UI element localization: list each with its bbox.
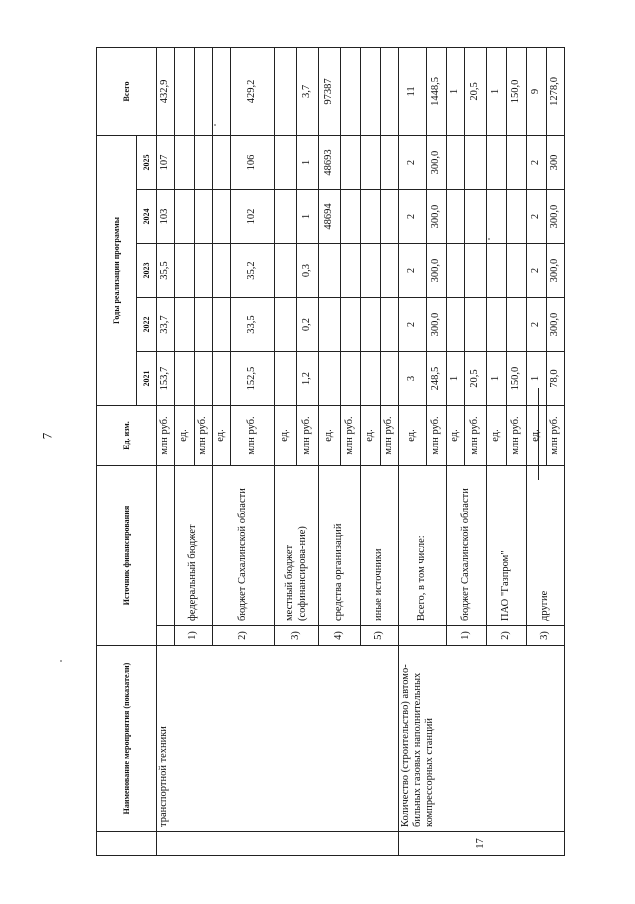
unit-cell: ед.	[527, 406, 547, 466]
year-value-cell: 300,0	[547, 244, 565, 298]
year-value-cell	[213, 190, 231, 244]
year-value-cell	[175, 352, 195, 406]
year-value-cell	[381, 244, 399, 298]
year-value-cell	[507, 244, 527, 298]
year-value-cell	[195, 190, 213, 244]
year-value-cell: 2	[527, 190, 547, 244]
unit-cell: ед.	[361, 406, 381, 466]
total-value-cell	[213, 47, 231, 135]
total-value-cell: 1278,0	[547, 47, 565, 135]
year-value-cell	[465, 135, 487, 189]
year-value-cell	[275, 190, 297, 244]
year-value-cell	[361, 298, 381, 352]
year-value-cell	[175, 244, 195, 298]
source-name-cell: другие	[527, 466, 565, 626]
year-value-cell: 2	[399, 135, 427, 189]
year-value-cell	[361, 352, 381, 406]
total-value-cell: 150,0	[507, 47, 527, 135]
year-value-cell: 300,0	[427, 190, 447, 244]
total-value-cell: 1448,5	[427, 47, 447, 135]
source-number-cell	[157, 626, 175, 646]
year-value-cell	[381, 135, 399, 189]
unit-cell: ед.	[275, 406, 297, 466]
total-value-cell: 432,9	[157, 47, 175, 135]
year-value-cell	[465, 190, 487, 244]
source-number-cell: 1)	[175, 626, 213, 646]
source-name-cell: средства организаций	[319, 466, 361, 626]
header-year: 2023	[137, 244, 157, 298]
year-value-cell: 1	[487, 352, 507, 406]
year-value-cell	[447, 135, 465, 189]
year-value-cell: 3	[399, 352, 427, 406]
unit-cell: млн руб.	[195, 406, 213, 466]
year-value-cell	[213, 352, 231, 406]
year-value-cell: 2	[527, 298, 547, 352]
source-number-cell: 1)	[447, 626, 487, 646]
measure-name-cell: транспортной техники	[157, 646, 399, 832]
total-value-cell	[195, 47, 213, 135]
year-value-cell: 152,5	[231, 352, 275, 406]
year-value-cell	[507, 298, 527, 352]
year-value-cell	[275, 244, 297, 298]
year-value-cell: 106	[231, 135, 275, 189]
year-value-cell	[381, 352, 399, 406]
source-number-cell: 2)	[487, 626, 527, 646]
year-value-cell: 300	[547, 135, 565, 189]
unit-cell: млн руб.	[427, 406, 447, 466]
total-value-cell: 97387	[319, 47, 341, 135]
rotated-table-container	[96, 48, 561, 856]
year-value-cell: 78,0	[547, 352, 565, 406]
source-name-cell: иные источники	[361, 466, 399, 626]
year-value-cell	[381, 190, 399, 244]
year-value-cell	[341, 244, 361, 298]
year-value-cell: 103	[157, 190, 175, 244]
year-value-cell: 0,2	[297, 298, 319, 352]
total-value-cell: 9	[527, 47, 547, 135]
header-source: Источник финансирования	[97, 466, 157, 646]
total-value-cell	[275, 47, 297, 135]
year-value-cell	[465, 244, 487, 298]
header-row-no	[97, 832, 157, 856]
year-value-cell: 33,5	[231, 298, 275, 352]
unit-cell: ед.	[213, 406, 231, 466]
table-row	[399, 47, 427, 855]
row-number-cell: 17	[399, 832, 565, 856]
source-number-cell: 2)	[213, 626, 275, 646]
year-value-cell: 48693	[319, 135, 341, 189]
year-value-cell: 1	[527, 352, 547, 406]
year-value-cell	[195, 298, 213, 352]
year-value-cell: 300,0	[547, 190, 565, 244]
total-value-cell: 1	[447, 47, 465, 135]
year-value-cell	[195, 244, 213, 298]
total-value-cell: 3,7	[297, 47, 319, 135]
source-name-cell: местный бюджет (софинансирова-ние)	[275, 466, 319, 626]
year-value-cell: 35,5	[157, 244, 175, 298]
year-value-cell	[213, 298, 231, 352]
source-number-cell: 5)	[361, 626, 399, 646]
table-body	[157, 47, 565, 855]
year-value-cell	[175, 190, 195, 244]
page-number: 7	[39, 432, 55, 440]
unit-cell: млн руб.	[547, 406, 565, 466]
source-name-cell: ПАО "Газпром"	[487, 466, 527, 626]
header-years-group: Годы реализации программы	[97, 135, 137, 405]
header-year: 2021	[137, 352, 157, 406]
year-value-cell: 2	[527, 135, 547, 189]
year-value-cell	[195, 135, 213, 189]
year-value-cell	[487, 298, 507, 352]
total-value-cell	[175, 47, 195, 135]
year-value-cell: 35,2	[231, 244, 275, 298]
year-value-cell: 300,0	[427, 135, 447, 189]
header-unit: Ед. изм.	[97, 406, 157, 466]
year-value-cell	[319, 244, 341, 298]
total-value-cell: 1	[487, 47, 507, 135]
unit-cell: млн руб.	[297, 406, 319, 466]
total-value-cell	[341, 47, 361, 135]
financing-table	[96, 47, 565, 856]
year-value-cell: 300,0	[427, 244, 447, 298]
header-name: Наименование мероприятия (показатели)	[97, 646, 157, 832]
year-value-cell: 153,7	[157, 352, 175, 406]
year-value-cell: 102	[231, 190, 275, 244]
unit-cell: млн руб.	[231, 406, 275, 466]
year-value-cell: 48694	[319, 190, 341, 244]
year-value-cell	[487, 244, 507, 298]
header-total: Всего	[97, 47, 157, 135]
year-value-cell: 150,0	[507, 352, 527, 406]
year-value-cell	[447, 190, 465, 244]
header-year: 2025	[137, 135, 157, 189]
year-value-cell	[341, 190, 361, 244]
year-value-cell	[465, 298, 487, 352]
total-value-cell	[361, 47, 381, 135]
year-value-cell: 1	[297, 190, 319, 244]
year-value-cell	[447, 298, 465, 352]
year-value-cell	[175, 298, 195, 352]
year-value-cell: 300,0	[427, 298, 447, 352]
unit-cell: ед.	[399, 406, 427, 466]
total-value-cell: 20,5	[465, 47, 487, 135]
unit-cell: ед.	[487, 406, 507, 466]
year-value-cell	[319, 352, 341, 406]
year-value-cell	[275, 352, 297, 406]
year-value-cell	[361, 135, 381, 189]
total-value-cell	[381, 47, 399, 135]
source-number-cell: 4)	[319, 626, 361, 646]
year-value-cell	[319, 298, 341, 352]
year-value-cell: 1,2	[297, 352, 319, 406]
source-number-cell: 3)	[527, 626, 565, 646]
unit-cell: ед.	[175, 406, 195, 466]
year-value-cell	[507, 190, 527, 244]
source-number-cell	[399, 626, 447, 646]
year-value-cell	[195, 352, 213, 406]
unit-cell: млн руб.	[341, 406, 361, 466]
header-year: 2024	[137, 190, 157, 244]
year-value-cell	[275, 135, 297, 189]
unit-cell: млн руб.	[157, 406, 175, 466]
year-value-cell	[361, 244, 381, 298]
measure-name-cell: Количество (строительство) автомо-бильных газовых наполнительных компрессорных станций	[399, 646, 565, 832]
year-value-cell	[275, 298, 297, 352]
year-value-cell: 2	[527, 244, 547, 298]
year-value-cell	[341, 298, 361, 352]
year-value-cell	[487, 190, 507, 244]
source-name-cell: бюджет Сахалинской области	[213, 466, 275, 626]
year-value-cell	[213, 135, 231, 189]
table-row	[157, 47, 175, 855]
year-value-cell: 2	[399, 244, 427, 298]
year-value-cell: 2	[399, 190, 427, 244]
year-value-cell	[487, 135, 507, 189]
year-value-cell	[381, 298, 399, 352]
source-name-cell: бюджет Сахалинской области	[447, 466, 487, 626]
year-value-cell: 2	[399, 298, 427, 352]
year-value-cell: 1	[447, 352, 465, 406]
year-value-cell	[361, 190, 381, 244]
year-value-cell: 107	[157, 135, 175, 189]
unit-cell: ед.	[447, 406, 465, 466]
year-value-cell: 0,3	[297, 244, 319, 298]
scan-speck	[60, 660, 62, 662]
source-name-cell: Всего, в том числе:	[399, 466, 447, 626]
year-value-cell	[213, 244, 231, 298]
source-name-cell: федеральный бюджет	[175, 466, 213, 626]
year-value-cell: 1	[297, 135, 319, 189]
unit-cell: млн руб.	[465, 406, 487, 466]
unit-cell: млн руб.	[507, 406, 527, 466]
year-value-cell: 33,7	[157, 298, 175, 352]
row-number-cell	[157, 832, 399, 856]
year-value-cell: 300,0	[547, 298, 565, 352]
year-value-cell: 248,5	[427, 352, 447, 406]
unit-cell: млн руб.	[381, 406, 399, 466]
year-value-cell	[341, 352, 361, 406]
year-value-cell	[507, 135, 527, 189]
total-value-cell: 429,2	[231, 47, 275, 135]
unit-cell: ед.	[319, 406, 341, 466]
year-value-cell	[341, 135, 361, 189]
source-number-cell: 3)	[275, 626, 319, 646]
year-value-cell	[447, 244, 465, 298]
header-year: 2022	[137, 298, 157, 352]
source-name-cell	[157, 466, 175, 626]
year-value-cell: 20,5	[465, 352, 487, 406]
year-value-cell	[175, 135, 195, 189]
total-value-cell: 11	[399, 47, 427, 135]
